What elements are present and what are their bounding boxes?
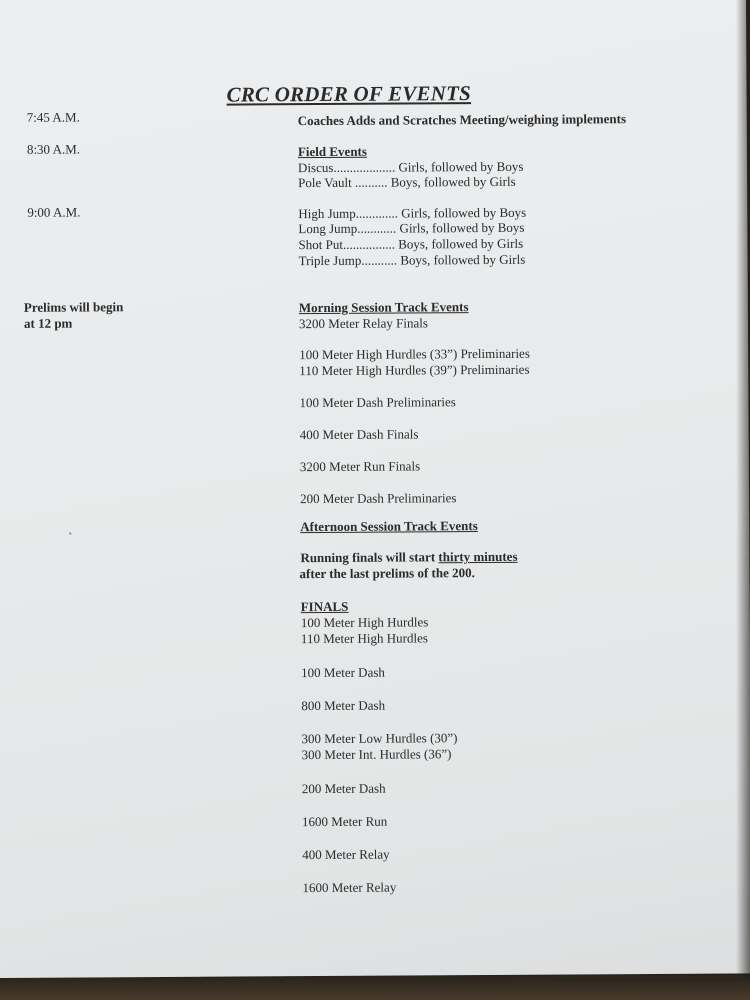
morning-session-heading: Morning Session Track Events: [298, 299, 469, 316]
event-order: Boys, followed by Girls: [400, 251, 526, 268]
finals-heading: FINALS: [300, 598, 349, 615]
field-events-heading: Field Events: [297, 143, 367, 160]
finals-start-note-line-2: after the last prelims of the 200.: [299, 565, 475, 582]
morning-event: 400 Meter Dash Finals: [299, 426, 419, 443]
event-name: High Jump: [298, 205, 356, 222]
note-text: Running finals will start: [300, 549, 439, 566]
morning-event: 100 Meter Dash Preliminaries: [299, 394, 456, 411]
final-event: 1600 Meter Run: [301, 813, 388, 830]
afternoon-session-heading: Afternoon Session Track Events: [300, 518, 478, 535]
morning-event: 100 Meter High Hurdles (33”) Preliminaries: [299, 345, 530, 363]
final-event: 800 Meter Dash: [301, 697, 386, 714]
coaches-meeting: Coaches Adds and Scratches Meeting/weighing implements: [297, 111, 627, 129]
time-745: 7:45 A.M.: [26, 109, 80, 125]
morning-event: 110 Meter High Hurdles (39”) Preliminaries: [299, 361, 530, 379]
field-event-long-jump: [298, 220, 524, 237]
event-order: Girls, followed by Boys: [401, 204, 527, 221]
field-event-pole-vault: [298, 174, 516, 191]
event-order: Girls, followed by Boys: [398, 158, 524, 175]
field-event-shot-put: [298, 236, 523, 253]
event-name: Long Jump: [298, 220, 358, 237]
prelims-note-line-1: Prelims will begin: [23, 299, 124, 315]
leader-dots: ................: [342, 236, 395, 252]
prelims-note-line-2: at 12 pm: [23, 315, 73, 331]
event-name: Shot Put: [298, 236, 343, 253]
floor-background: [0, 978, 750, 1000]
final-event: 300 Meter Int. Hurdles (36”): [301, 746, 452, 763]
edge-shadow: [736, 0, 750, 1000]
final-event: 100 Meter Dash: [301, 664, 385, 681]
morning-event: 200 Meter Dash Preliminaries: [300, 490, 457, 507]
paper-speck: [69, 533, 71, 535]
time-900: 9:00 A.M.: [27, 204, 81, 220]
leader-dots: ..........: [351, 174, 388, 190]
final-event: 1600 Meter Relay: [302, 879, 397, 896]
morning-event: 3200 Meter Run Finals: [299, 458, 421, 475]
event-order: Boys, followed by Girls: [398, 235, 524, 252]
final-event: 100 Meter High Hurdles: [300, 614, 429, 631]
leader-dots: ...................: [333, 159, 396, 175]
leader-dots: ...........: [361, 252, 398, 268]
event-name: Triple Jump: [298, 252, 362, 269]
leader-dots: ............: [357, 220, 397, 236]
final-event: 110 Meter High Hurdles: [300, 630, 428, 647]
event-name: Discus: [297, 159, 334, 176]
field-event-triple-jump: [299, 252, 526, 269]
finals-start-note-line-1: [300, 549, 517, 566]
final-event: 200 Meter Dash: [301, 780, 386, 797]
time-830: 8:30 A.M.: [26, 141, 81, 157]
note-emphasis: thirty minutes: [438, 548, 518, 565]
event-order: Girls, followed by Boys: [399, 219, 525, 236]
morning-event: 3200 Meter Relay Finals: [298, 315, 428, 332]
page-title: CRC ORDER OF EVENTS: [226, 81, 472, 107]
final-event: 400 Meter Relay: [302, 846, 390, 863]
leader-dots: .............: [355, 205, 399, 221]
final-event: 300 Meter Low Hurdles (30”): [301, 730, 458, 747]
event-order: Boys, followed by Girls: [390, 173, 516, 190]
event-name: Pole Vault: [298, 174, 352, 191]
